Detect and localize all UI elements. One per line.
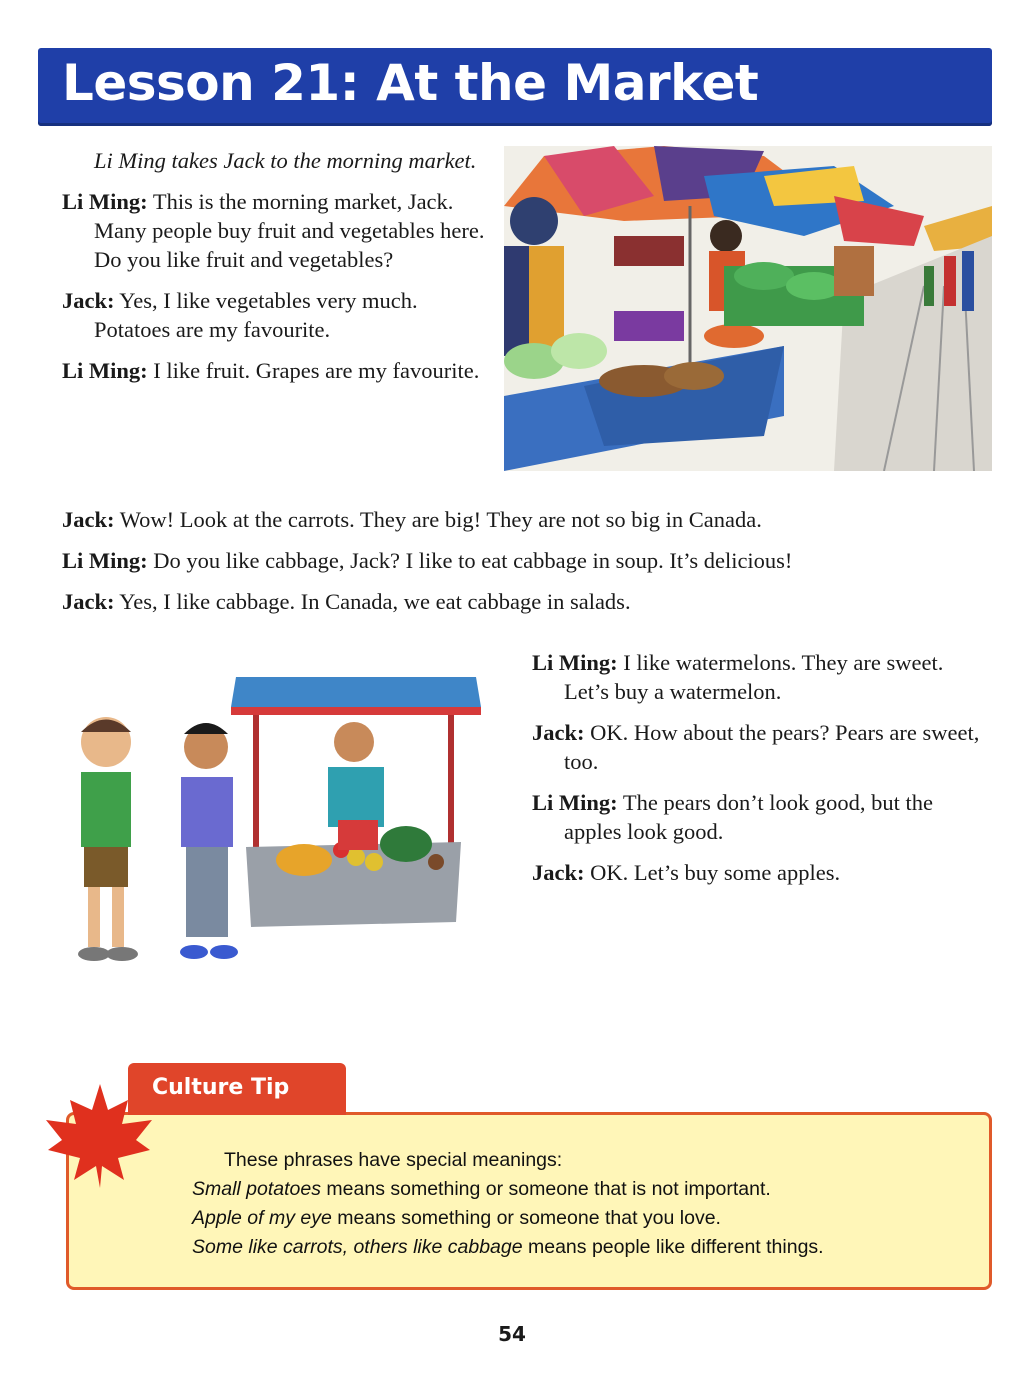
dialogue-line: Jack: Yes, I like cabbage. In Canada, we eat cabbage in salads. (62, 589, 631, 614)
dialogue-line: Li Ming: Do you like cabbage, Jack? I like to eat cabbage in soup. It’s delicious! (62, 548, 793, 573)
lesson-title: Lesson 21: At the Market (62, 54, 759, 112)
lesson-title-bar (38, 48, 992, 126)
dialogue-line: Jack: Wow! Look at the carrots. They are big! They are not so big in Canada. (62, 507, 762, 532)
maple-leaf-icon (40, 1080, 160, 1190)
dialogue-line: Li Ming: This is the morning market, Jack. Many people buy fruit and vegetables here. Do you like fruit and vegetables? (62, 189, 485, 272)
dialogue-line: Jack: Yes, I like vegetables very much. Potatoes are my favourite. (62, 288, 418, 342)
dialogue-line: Li Ming: I like fruit. Grapes are my favourite. (62, 358, 480, 383)
culture-tip-label: Culture Tip (152, 1075, 290, 1100)
dialogue-middle (62, 505, 992, 628)
dialogue-line: Jack: OK. Let’s buy some apples. (532, 860, 841, 885)
page-number: 54 (498, 1322, 526, 1346)
market-scene-illustration (504, 146, 992, 471)
culture-tip-item: Some like carrots, others like cabbage means people like different things. (192, 1236, 824, 1258)
dialogue-top (62, 146, 492, 397)
culture-tip-item: Small potatoes means something or someone that is not important. (192, 1178, 771, 1200)
intro-text: Li Ming takes Jack to the morning market. (94, 148, 477, 173)
culture-tip-text (192, 1146, 982, 1262)
culture-tip-intro: These phrases have special meanings: (224, 1149, 563, 1171)
dialogue-bottom (532, 648, 992, 899)
culture-tip-tab (128, 1063, 346, 1115)
culture-tip-item: Apple of my eye means something or someone that you love. (192, 1207, 721, 1229)
dialogue-line: Li Ming: The pears don’t look good, but the apples look good. (532, 790, 934, 844)
dialogue-line: Li Ming: I like watermelons. They are sweet. Let’s buy a watermelon. (532, 650, 944, 704)
fruit-stall-illustration (56, 672, 486, 972)
dialogue-line: Jack: OK. How about the pears? Pears are sweet, too. (532, 720, 980, 774)
